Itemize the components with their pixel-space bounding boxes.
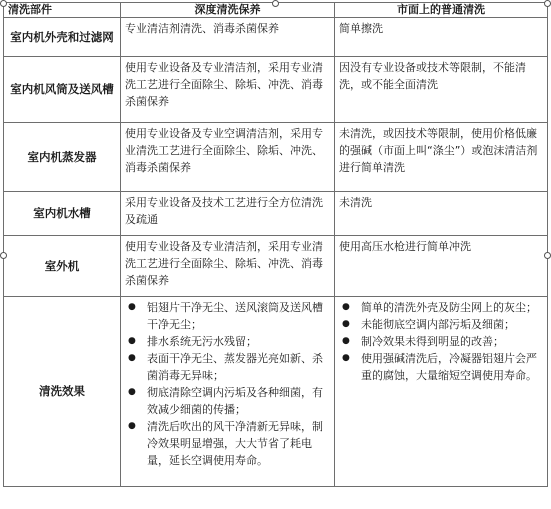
normal-cell: 使用高压水枪进行简单冲洗 [335, 236, 548, 297]
normal-cell: 未清洗 [335, 192, 548, 236]
list-item: ● 简单的清洗外壳及防尘网上的灰尘； [339, 299, 543, 316]
deep-cell: 采用专业设备及技术工艺进行全方位清洗及疏通 [121, 192, 335, 236]
row-part: 清洗效果 [4, 297, 121, 487]
header-normal-clean: 市面上的普通清洗 [335, 3, 548, 18]
list-item: ● 排水系统无污水残留； [125, 333, 330, 350]
resize-handle[interactable] [0, 252, 7, 259]
comparison-table [3, 2, 548, 487]
table-row [4, 192, 548, 236]
row-part: 室内机蒸发器 [4, 123, 121, 192]
effect-row [4, 297, 548, 487]
normal-cell: 未清洗，或因技术等限制，使用价格低廉的强碱（市面上叫“涤尘”）或泡沫清洁剂进行简单清洗 [335, 123, 548, 192]
row-part: 室外机 [4, 236, 121, 297]
deep-cell: 使用专业设备及专业清洁剂，采用专业清洗工艺进行全面除尘、除垢、冲洗、消毒杀菌保养 [121, 57, 335, 123]
table-row [4, 57, 548, 123]
row-part: 室内机水槽 [4, 192, 121, 236]
row-part: 室内机外壳和过滤网 [4, 18, 121, 57]
resize-handle[interactable] [272, 0, 279, 7]
resize-handle[interactable] [544, 0, 551, 7]
row-part: 室内机风筒及送风槽 [4, 57, 121, 123]
list-item: ● 彻底清除空调内污垢及各种细菌，有效减少细菌的传播； [125, 384, 330, 418]
list-item: ● 清洗后吹出的风干净清新无异味，制冷效果明显增强，大大节省了耗电量，延长空调使用寿命。 [125, 418, 330, 469]
list-item: ● 铝翅片干净无尘、送风滚筒及送风槽干净无尘； [125, 299, 330, 333]
normal-effect-cell [335, 297, 548, 487]
normal-cell: 简单擦洗 [335, 18, 548, 57]
table-row [4, 123, 548, 192]
resize-handle[interactable] [544, 252, 551, 259]
deep-cell: 专业清洁剂清洗、消毒杀菌保养 [121, 18, 335, 57]
normal-cell: 因没有专业设备或技术等限制，不能清洗，或不能全面清洗 [335, 57, 548, 123]
header-deep-clean: 深度清洗保养 [121, 3, 335, 18]
deep-cell: 使用专业设备及专业空调清洁剂，采用专业清洗工艺进行全面除尘、除垢、冲洗、消毒杀菌保养 [121, 123, 335, 192]
resize-handle[interactable] [0, 0, 7, 7]
deep-effect-cell [121, 297, 335, 487]
normal-effect-list [339, 299, 543, 384]
list-item: ● 表面干净无尘、蒸发器光亮如新、杀菌消毒无异味； [125, 350, 330, 384]
header-part: 清洗部件 [4, 3, 121, 18]
deep-effect-list [125, 299, 330, 469]
list-item: ● 使用强碱清洗后，冷凝器铝翅片会严重的腐蚀，大量缩短空调使用寿命。 [339, 350, 543, 384]
table-row [4, 18, 548, 57]
list-item: ● 制冷效果未得到明显的改善； [339, 333, 543, 350]
list-item: ● 未能彻底空调内部污垢及细菌； [339, 316, 543, 333]
table-row [4, 236, 548, 297]
deep-cell: 使用专业设备及专业清洁剂，采用专业清洗工艺进行全面除尘、除垢、冲洗、消毒杀菌保养 [121, 236, 335, 297]
